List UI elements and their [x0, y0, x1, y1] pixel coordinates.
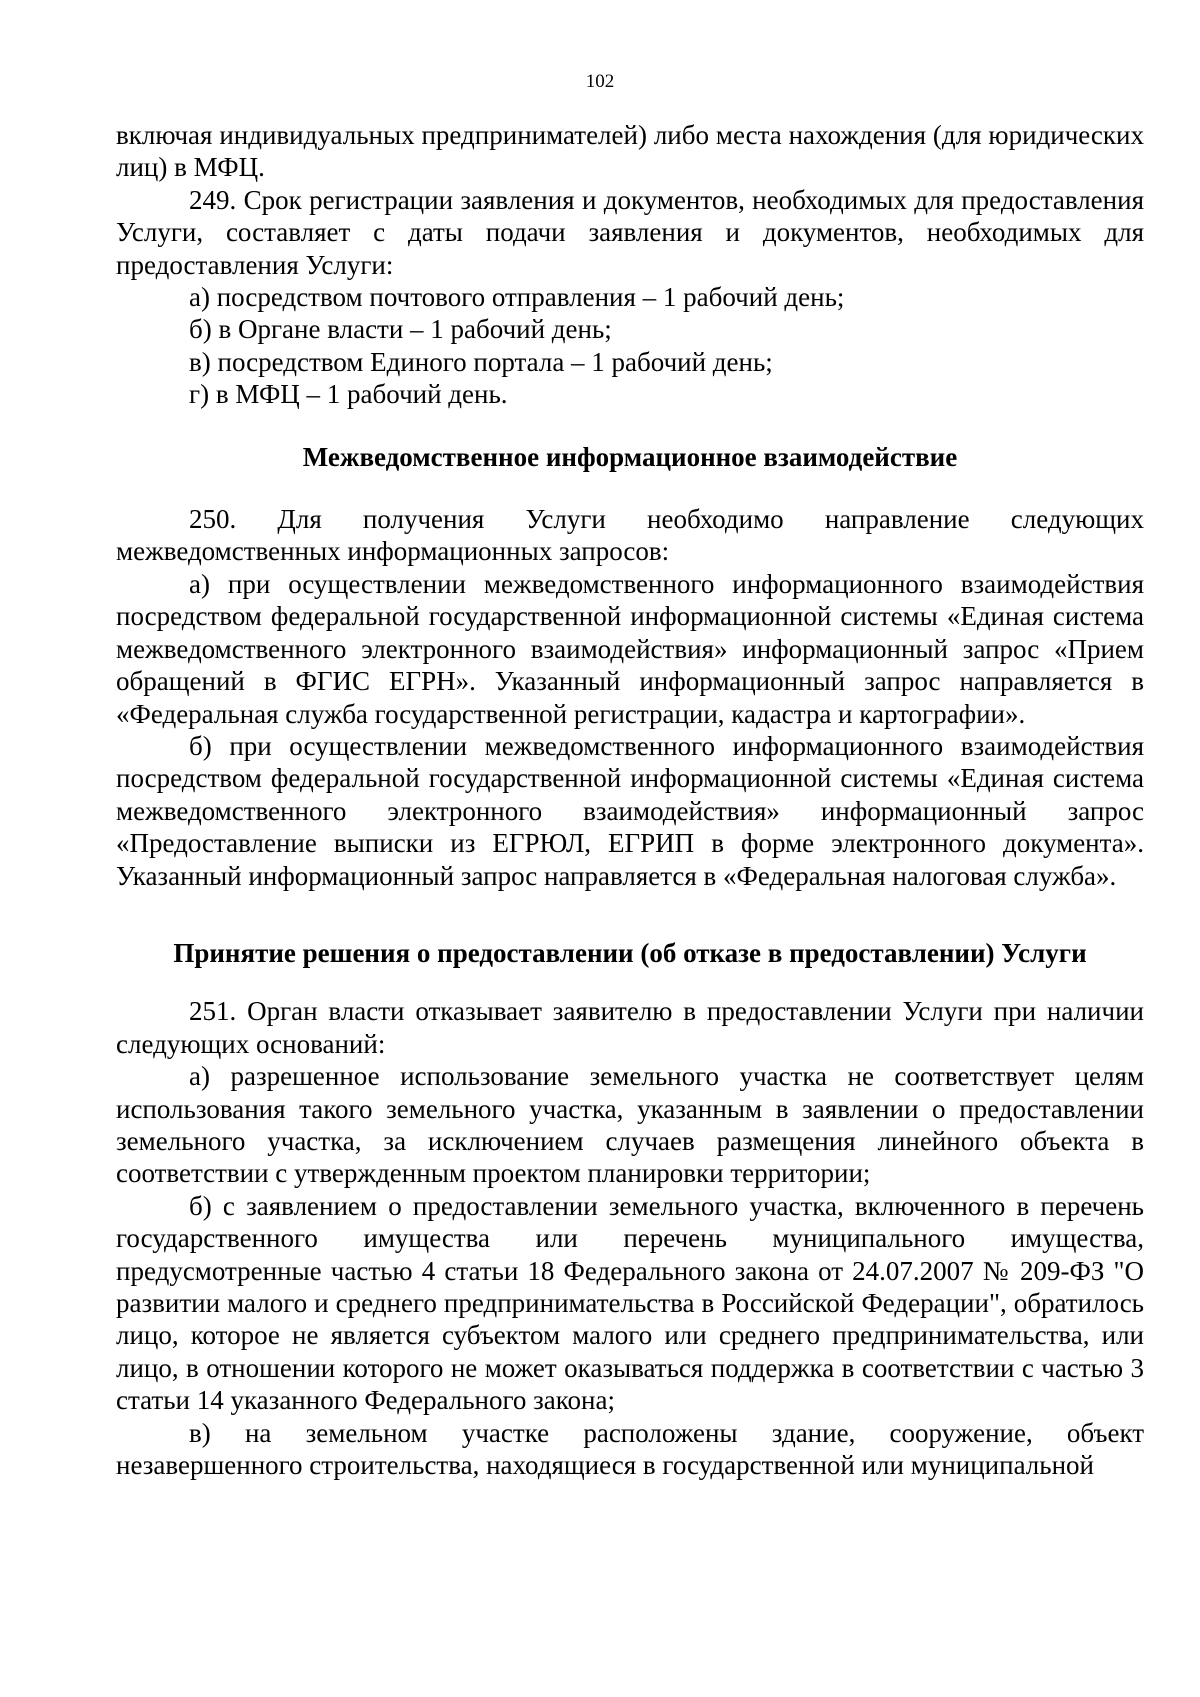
list-item-249-a: а) посредством почтового отправления – 1 рабочий день;	[189, 282, 845, 313]
section-heading-interagency: Межведомственное информационное взаимодействие	[302, 441, 958, 472]
paragraph-250: 250. Для получения Услуги необходимо направление следующих межведомственных информационных запросов:	[116, 504, 1144, 567]
page-number: 102	[585, 71, 615, 92]
list-item-251-b: б) с заявлением о предоставлении земельного участка, включенного в перечень государственного имущества или перечень муниципального имущества, предусмотренные частью 4 статьи 18 Федерального закона от 24.07.2007 № 209-ФЗ "О развитии малого и среднего предпринимательства в Российской Федерации", обратилось лицо, которое не является субъектом малого или среднего предпринимательства, или лицо, в отношении которого не может оказываться поддержка в соответствии с частью 3 статьи 14 указанного Федерального закона;	[116, 1190, 1144, 1416]
paragraph-251: 251. Орган власти отказывает заявителю в предоставлении Услуги при наличии следующих оснований:	[116, 996, 1144, 1059]
list-item-251-a: а) разрешенное использование земельного участка не соответствует целям использования такого земельного участка, указанным в заявлении о предоставлении земельного участка, за исключением случаев размещения линейного объекта в соответствии с утвержденным проектом планировки территории;	[116, 1061, 1144, 1189]
document-body	[116, 119, 1144, 1481]
list-item-250-a: а) при осуществлении межведомственного информационного взаимодействия посредством федеральной государственной информационной системы «Единая система межведомственного электронного взаимодействия» информационный запрос «Прием обращений в ФГИС ЕГРН». Указанный информационный запрос направляется в «Федеральная служба государственной регистрации, кадастра и картографии».	[116, 568, 1144, 729]
list-item-251-v: в) на земельном участке расположены здание, сооружение, объект незавершенного строительства, находящиеся в государственной или муниципальной	[116, 1417, 1144, 1481]
list-item-250-b: б) при осуществлении межведомственного информационного взаимодействия посредством федеральной государственной информационной системы «Единая система межведомственного электронного взаимодействия» информационный запрос «Предоставление выписки из ЕГРЮЛ, ЕГРИП в форме электронного документа». Указанный информационный запрос направляется в «Федеральная налоговая служба».	[116, 730, 1144, 891]
list-item-249-v: в) посредством Единого портала – 1 рабочий день;	[189, 346, 773, 377]
list-item-249-b: б) в Органе власти – 1 рабочий день;	[189, 314, 612, 345]
list-item-249-g: г) в МФЦ – 1 рабочий день.	[189, 379, 508, 410]
paragraph-continuation: включая индивидуальных предпринимателей) либо места нахождения (для юридических лиц) в МФЦ.	[116, 120, 1144, 183]
paragraph-249: 249. Срок регистрации заявления и документов, необходимых для предоставления Услуги, составляет с даты подачи заявления и документов, необходимых для предоставления Услуги:	[116, 184, 1144, 280]
section-heading-decision: Принятие решения о предоставлении (об отказе в предоставлении) Услуги	[173, 937, 1087, 968]
